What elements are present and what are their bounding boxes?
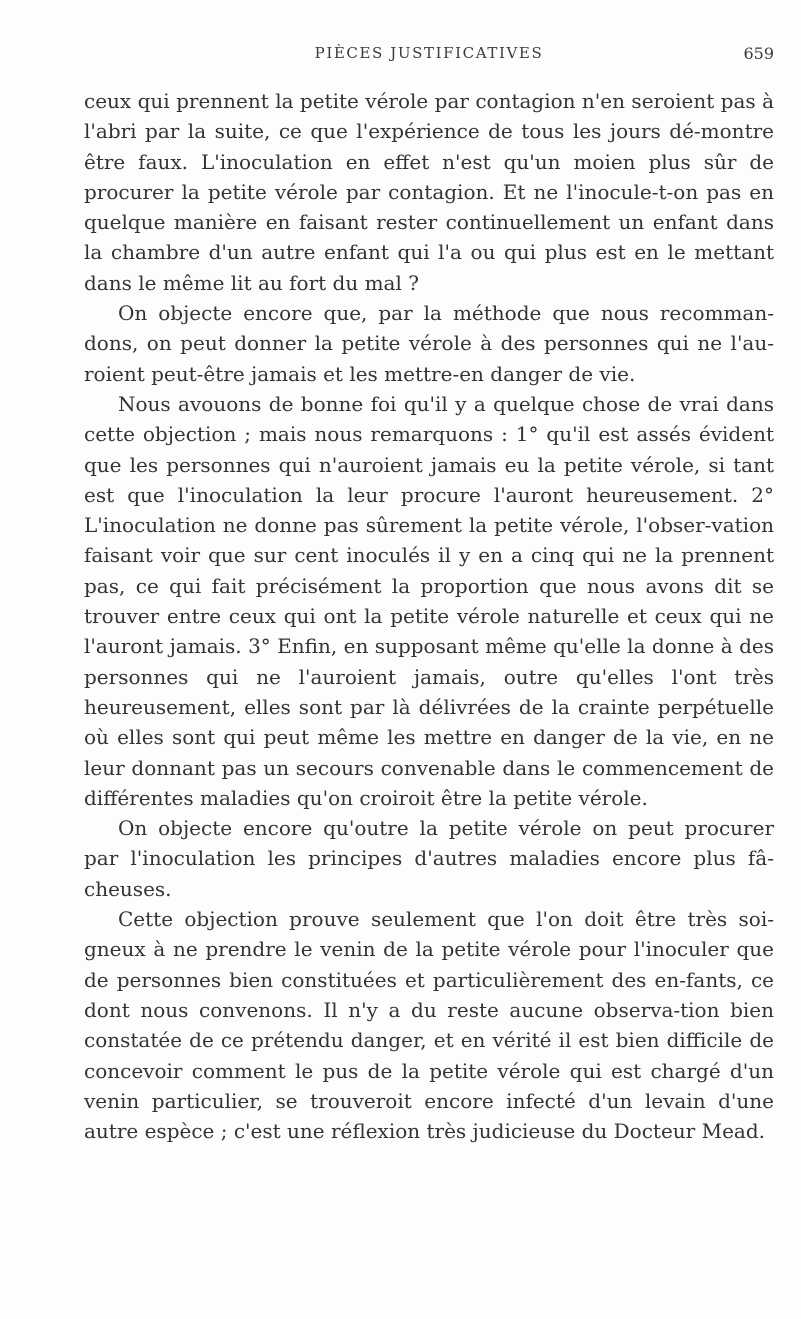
paragraph-response-1: Nous avouons de bonne foi qu'il y a quelque chose de vrai dans cette objection ; mais nous remarquons : 1° qu'il est assés évident que les personnes qui n'auroient jamais eu la petite vérole, si tant est que l'inoculation la leur procure l'auront heureusement. 2° L'inoculation ne donne pas sûrement la petite vérole, l'obser-vation faisant voir que sur cent inoculés il y en a cinq qui ne la prennent pas, ce qui fait précisément la proportion que nous avons dit se trouver entre ceux qui ont la petite vérole naturelle et ceux qui ne l'auront jamais. 3° Enfin, en supposant même qu'elle la donne à des personnes qui ne l'auroient jamais, outre qu'elles l'ont très heureusement, elles sont par là délivrées de la crainte perpétuelle où elles sont qui peut même les mettre en danger de la vie, en ne leur donnant pas un secours convenable dans le commencement de différentes maladies qu'on croiroit être la petite vérole. [84, 391, 774, 810]
paragraph-objection-2: On objecte encore qu'outre la petite vérole on peut procurer par l'inoculation les principes d'autres maladies encore plus fâ-cheuses. [84, 816, 774, 901]
running-title: PIÈCES JUSTIFICATIVES [314, 44, 544, 62]
body-text [84, 86, 774, 1146]
paragraph-objection-1: On objecte encore que, par la méthode que nous recomman-dons, on peut donner la petite vérole à des personnes qui ne l'au-roient peut-être jamais et les mettre-en danger de vie. [84, 301, 774, 386]
page-number: 659 [743, 44, 774, 63]
paragraph-continuation: ceux qui prennent la petite vérole par contagion n'en seroient pas à l'abri par la suite, ce que l'expérience de tous les jours dé-montre être faux. L'inoculation en effet n'est qu'un moien plus sûr de procurer la petite vérole par contagion. Et ne l'inocule-t-on pas en quelque manière en faisant rester continuellement un enfant dans la chambre d'un autre enfant qui l'a ou qui plus est en le mettant dans le même lit au fort du mal ? [84, 89, 774, 295]
running-head [84, 44, 774, 70]
paragraph-response-2: Cette objection prouve seulement que l'on doit être très soi-gneux à ne prendre le venin de la petite vérole pour l'inoculer que de personnes bien constituées et particulièrement des en-fants, ce dont nous convenons. Il n'y a du reste aucune observa-tion bien constatée de ce prétendu danger, et en vérité il est bien difficile de concevoir comment le pus de la petite vérole qui est chargé d'un venin particulier, se trouveroit encore infecté d'un levain d'une autre espèce ; c'est une réflexion très judicieuse du Docteur Mead. [84, 907, 774, 1144]
